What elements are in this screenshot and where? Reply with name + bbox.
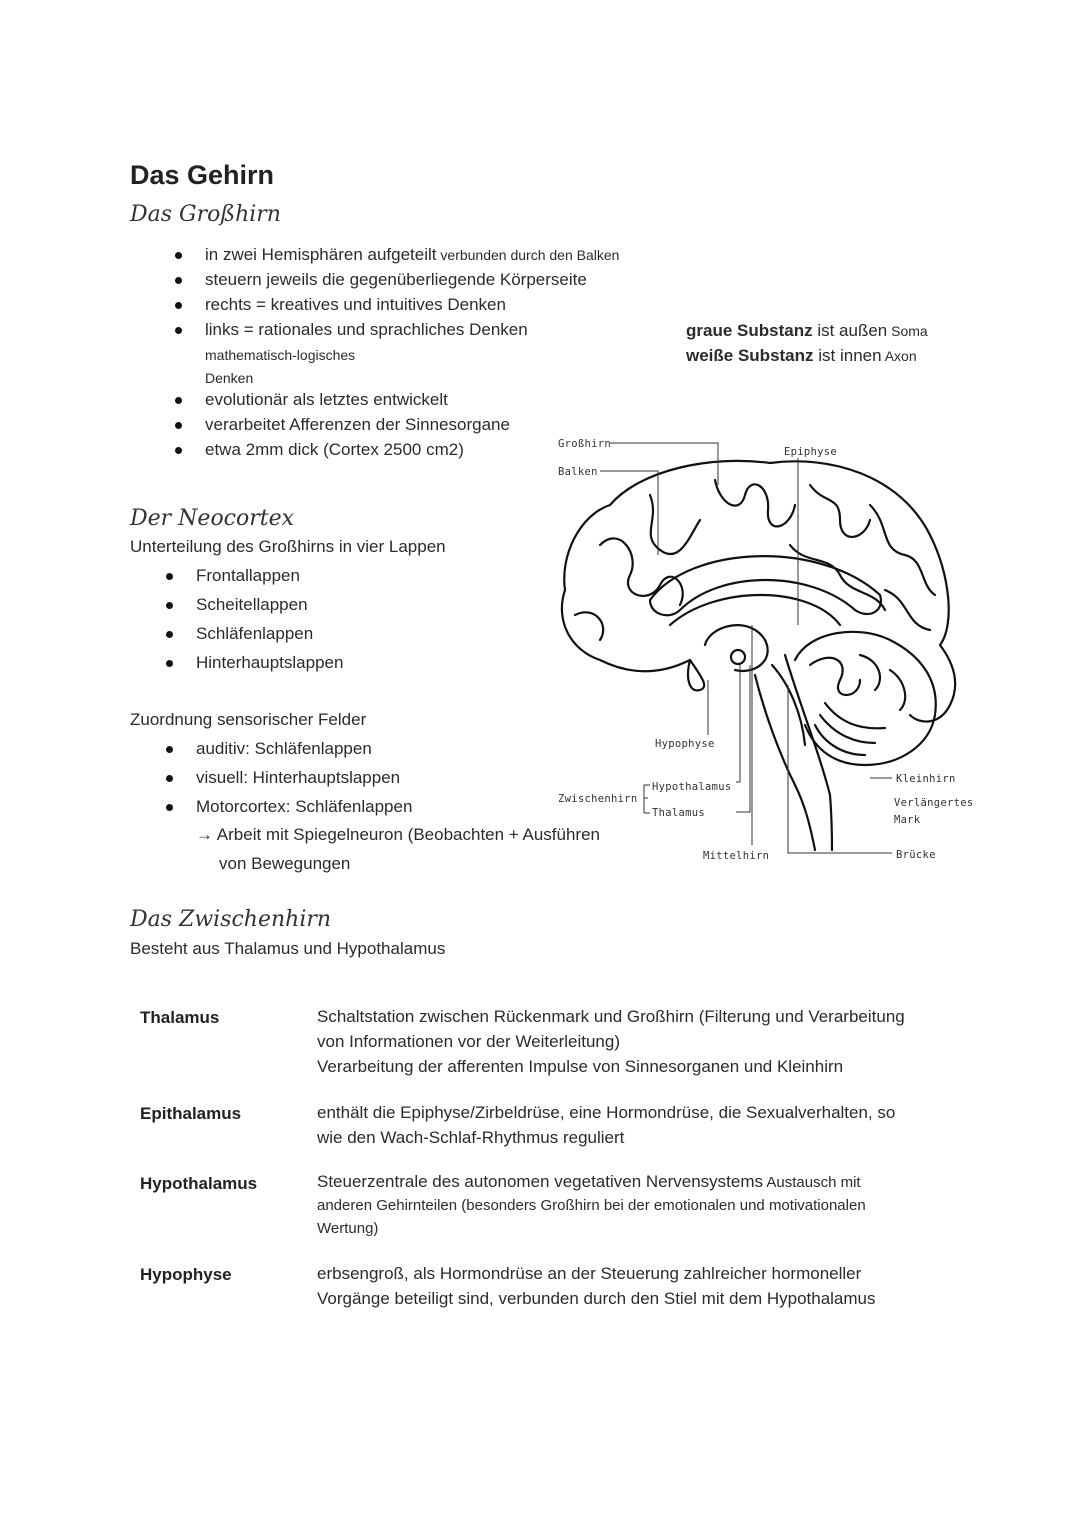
label-mark: Mark xyxy=(894,814,921,826)
gyrus-line xyxy=(575,612,603,640)
desc-line xyxy=(317,1170,937,1194)
zuordnung-list xyxy=(196,739,412,826)
spiegelneuron-note: → Arbeit mit Spiegelneuron (Beobachten + Ausführen xyxy=(196,825,601,844)
bullet-text: steuern jeweils die gegenüberliegende Körperseite xyxy=(205,270,587,289)
label-thalamus: Thalamus xyxy=(652,807,705,819)
cerebrum-outline-front xyxy=(562,505,690,671)
bullet-sub-text: mathematisch-logisches xyxy=(205,347,356,363)
label-hypophyse: Hypophyse xyxy=(655,738,715,750)
desc-line: anderen Gehirnteilen (besonders Großhirn bei der emotionalen und motivationalen xyxy=(317,1197,866,1214)
leader-hypothalamus xyxy=(736,665,740,782)
hypophyse-shape xyxy=(688,660,704,690)
desc-hypophyse xyxy=(317,1261,937,1311)
list-item xyxy=(205,320,619,390)
desc-line-small: Austausch mit xyxy=(763,1174,861,1191)
desc-line-main: Steuerzentrale des autonomen vegetativen Nervensystems xyxy=(317,1172,764,1191)
label-kleinhirn: Kleinhirn xyxy=(896,773,956,785)
bullet-sub-text: Denken xyxy=(205,370,254,386)
label-epiphyse: Epiphyse xyxy=(784,446,837,458)
list-item: Scheitellappen xyxy=(196,595,343,624)
list-item: Schläfenlappen xyxy=(196,624,343,653)
brain-diagram xyxy=(540,425,980,875)
weisse-substanz-text: ist innen xyxy=(813,346,882,365)
section-heading-neocortex: Der Neocortex xyxy=(130,506,295,531)
graue-substanz-note xyxy=(686,322,928,339)
bullet-small-text: verbunden durch den Balken xyxy=(436,247,620,263)
list-item: Motorcortex: Schläfenlappen xyxy=(196,797,412,826)
fornix xyxy=(670,595,840,625)
weisse-substanz-term: weiße Substanz xyxy=(686,346,814,365)
list-item xyxy=(205,270,619,295)
desc-line: enthält die Epiphyse/Zirbeldrüse, eine Hormondrüse, die Sexualverhalten, so xyxy=(317,1103,896,1122)
desc-epithalamus xyxy=(317,1100,937,1150)
gyrus-line xyxy=(870,505,935,595)
desc-line: Vorgänge beteiligt sind, verbunden durch den Stiel mit dem Hypothalamus xyxy=(317,1289,876,1308)
label-hypothalamus: Hypothalamus xyxy=(652,781,732,793)
gyrus-line xyxy=(715,480,795,526)
desc-line: Schaltstation zwischen Rückenmark und Großhirn (Filterung und Verarbeitung xyxy=(317,1007,905,1026)
desc-line: wie den Wach-Schlaf-Rhythmus reguliert xyxy=(317,1128,625,1147)
desc-line: Wertung) xyxy=(317,1220,379,1237)
zuordnung-title: Zuordnung sensorischer Felder xyxy=(130,710,367,729)
label-mittelhirn: Mittelhirn xyxy=(703,850,770,862)
bullet-text: in zwei Hemisphären aufgeteilt xyxy=(205,245,437,264)
neocortex-intro: Unterteilung des Großhirns in vier Lappen xyxy=(130,537,446,556)
cerebellum-tree xyxy=(860,655,880,690)
cerebellum-fold xyxy=(820,715,875,743)
page-title: Das Gehirn xyxy=(130,160,275,190)
list-item: visuell: Hinterhauptslappen xyxy=(196,768,412,797)
gyrus-line xyxy=(810,485,870,537)
term-hypophyse: Hypophyse xyxy=(140,1265,232,1284)
gyrus-line xyxy=(790,545,885,610)
section-heading-zwischenhirn: Das Zwischenhirn xyxy=(130,907,332,932)
list-item: Hinterhauptslappen xyxy=(196,653,343,682)
list-item: auditiv: Schläfenlappen xyxy=(196,739,412,768)
cerebellum-fold xyxy=(825,703,885,728)
leader-thalamus xyxy=(736,665,750,812)
graue-substanz-term: graue Substanz xyxy=(686,321,813,340)
gyrus-line xyxy=(885,590,930,630)
desc-thalamus xyxy=(317,1004,937,1079)
bracket-zwischenhirn xyxy=(644,785,650,798)
bullet-text: rechts = kreatives und intuitives Denken xyxy=(205,295,506,314)
desc-hypothalamus xyxy=(317,1170,937,1240)
label-verlaengertes: Verlängertes xyxy=(894,797,974,809)
lappen-list xyxy=(196,566,343,682)
leader-balken xyxy=(600,471,658,555)
list-item xyxy=(205,390,619,415)
label-balken: Balken xyxy=(558,466,598,478)
bullet-text: verarbeitet Afferenzen der Sinnesorgane xyxy=(205,415,510,434)
spiegelneuron-note-cont: von Bewegungen xyxy=(219,854,351,873)
zwischenhirn-intro: Besteht aus Thalamus und Hypothalamus xyxy=(130,939,446,958)
brain-outline xyxy=(562,461,955,850)
desc-line: erbsengroß, als Hormondrüse an der Steuerung zahlreicher hormoneller xyxy=(317,1264,862,1283)
weisse-substanz-note xyxy=(686,347,917,364)
list-item: Frontallappen xyxy=(196,566,343,595)
bullet-text: links = rationales und sprachliches Denken xyxy=(205,320,528,339)
list-item xyxy=(205,245,619,270)
corpus-callosum xyxy=(650,556,881,615)
label-grosshirn: Großhirn xyxy=(558,438,611,450)
term-hypothalamus: Hypothalamus xyxy=(140,1174,258,1193)
label-zwischenhirn: Zwischenhirn xyxy=(558,793,638,805)
list-item xyxy=(205,295,619,320)
gyrus-line xyxy=(600,538,683,605)
desc-line: Verarbeitung der afferenten Impulse von Sinnesorganen und Kleinhirn xyxy=(317,1057,844,1076)
graue-substanz-small: Soma xyxy=(887,323,928,339)
cerebellum-tree xyxy=(810,658,860,695)
graue-substanz-text: ist außen xyxy=(812,321,888,340)
cerebrum-outline-top xyxy=(610,461,955,722)
section-heading-grosshirn: Das Großhirn xyxy=(130,202,281,227)
cerebellum-outline xyxy=(795,632,936,765)
bullet-text: etwa 2mm dick (Cortex 2500 cm2) xyxy=(205,440,464,459)
weisse-substanz-small: Axon xyxy=(881,348,917,364)
desc-line: von Informationen vor der Weiterleitung) xyxy=(317,1032,621,1051)
label-bruecke: Brücke xyxy=(896,849,936,861)
term-thalamus: Thalamus xyxy=(140,1008,220,1027)
bullet-text: evolutionär als letztes entwickelt xyxy=(205,390,448,409)
brainstem-front xyxy=(755,675,815,850)
cerebellum-tree xyxy=(890,670,905,710)
mittelhirn-shape xyxy=(731,650,745,664)
leader-lines xyxy=(600,443,892,853)
term-epithalamus: Epithalamus xyxy=(140,1104,242,1123)
